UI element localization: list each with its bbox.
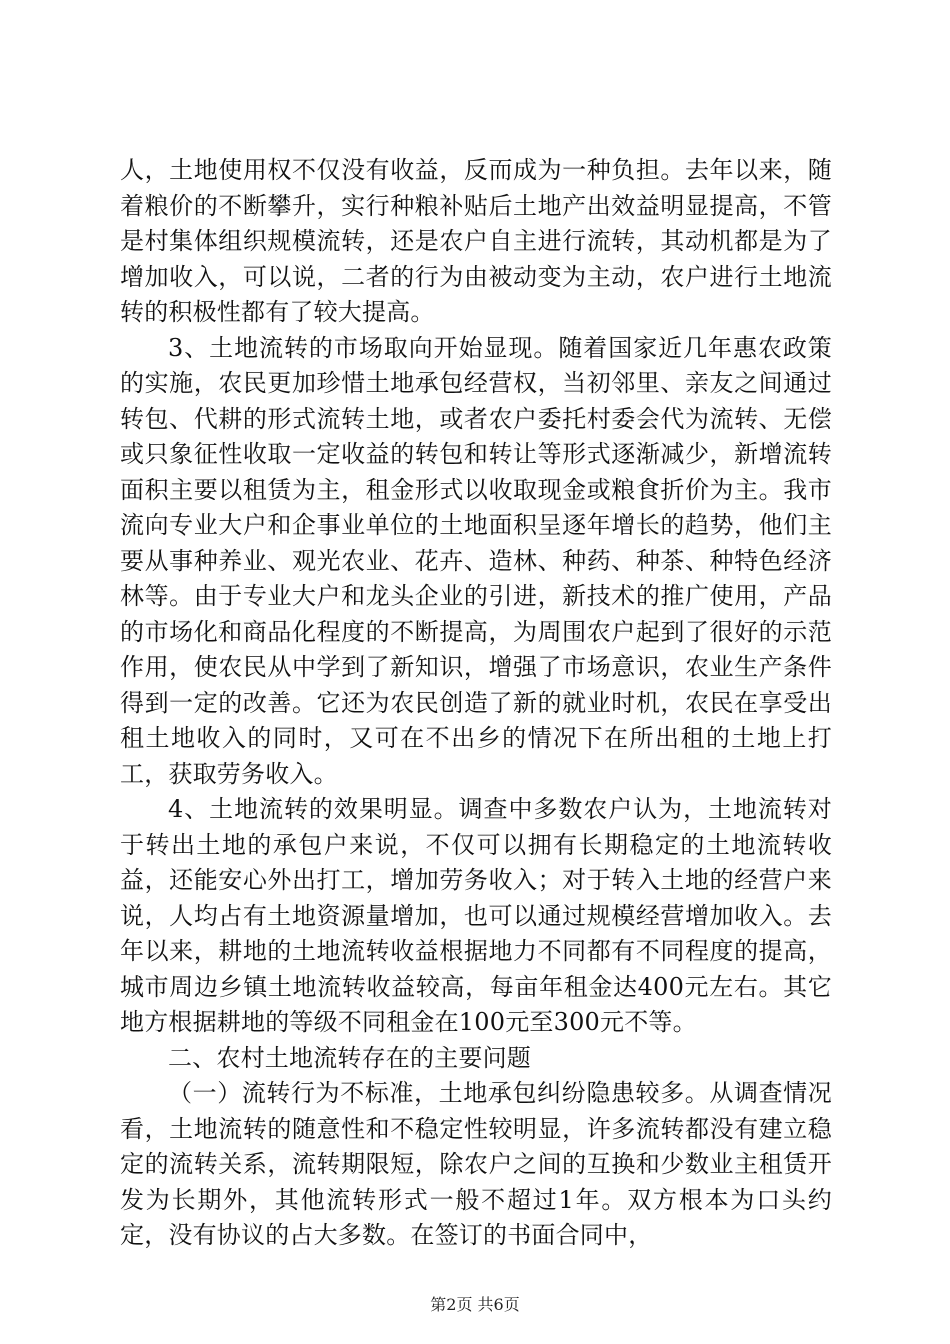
section-heading-main-problems: 二、农村土地流转存在的主要问题 (168, 1043, 531, 1072)
paragraph-continuation: 人，土地使用权不仅没有收益，反而成为一种负担。去年以来，随着粮价的不断攀升，实行种粮补贴后土地产出效益明显提高，不管是村集体组织规模流转，还是农户自主进行流转，其动机都是为了增加收入，可以说，二者的行为由被动变为主动，农户进行土地流转的积极性都有了较大提高。 (120, 156, 832, 326)
document-body (120, 153, 832, 1254)
paragraph-nonstandard-transfer: （一）流转行为不标准，土地承包纠纷隐患较多。从调查情况看，土地流转的随意性和不稳定性较明显，许多流转都没有建立稳定的流转关系，流转期限短，除农户之间的互换和少数业主租赁开发为长期外，其他流转形式一般不超过1年。双方根本为口头约定，没有协议的占大多数。在签订的书面合同中， (120, 1079, 832, 1249)
paragraph-market-orientation: 3、土地流转的市场取向开始显现。随着国家近几年惠农政策的实施，农民更加珍惜土地承包经营权，当初邻里、亲友之间通过转包、代耕的形式流转土地，或者农户委托村委会代为流转、无偿或只象征性收取一定收益的转包和转让等形式逐渐减少，新增流转面积主要以租赁为主，租金形式以收取现金或粮食折价为主。我市流向专业大户和企事业单位的土地面积呈逐年增长的趋势，他们主要从事种养业、观光农业、花卉、造林、种药、种茶、种特色经济林等。由于专业大户和龙头企业的引进，新技术的推广使用，产品的市场化和商品化程度的不断提高，为周围农户起到了很好的示范作用，使农民从中学到了新知识，增强了市场意识，农业生产条件得到一定的改善。它还为农民创造了新的就业时机，农民在享受出租土地收入的同时，又可在不出乡的情况下在所出租的土地上打工，获取劳务收入。 (120, 333, 832, 788)
page-footer (0, 1294, 950, 1316)
paragraph-transfer-effect: 4、土地流转的效果明显。调查中多数农户认为，土地流转对于转出土地的承包户来说，不仅可以拥有长期稳定的土地流转收益，还能安心外出打工，增加劳务收入；对于转入土地的经营户来说，人均占有土地资源量增加，也可以通过规模经营增加收入。去年以来，耕地的土地流转收益根据地力不同都有不同程度的提高，城市周边乡镇土地流转收益较高，每亩年租金达400元左右。其它地方根据耕地的等级不同租金在100元至300元不等。 (120, 795, 832, 1036)
page-number-label: 第2页 共6页 (430, 1295, 520, 1314)
